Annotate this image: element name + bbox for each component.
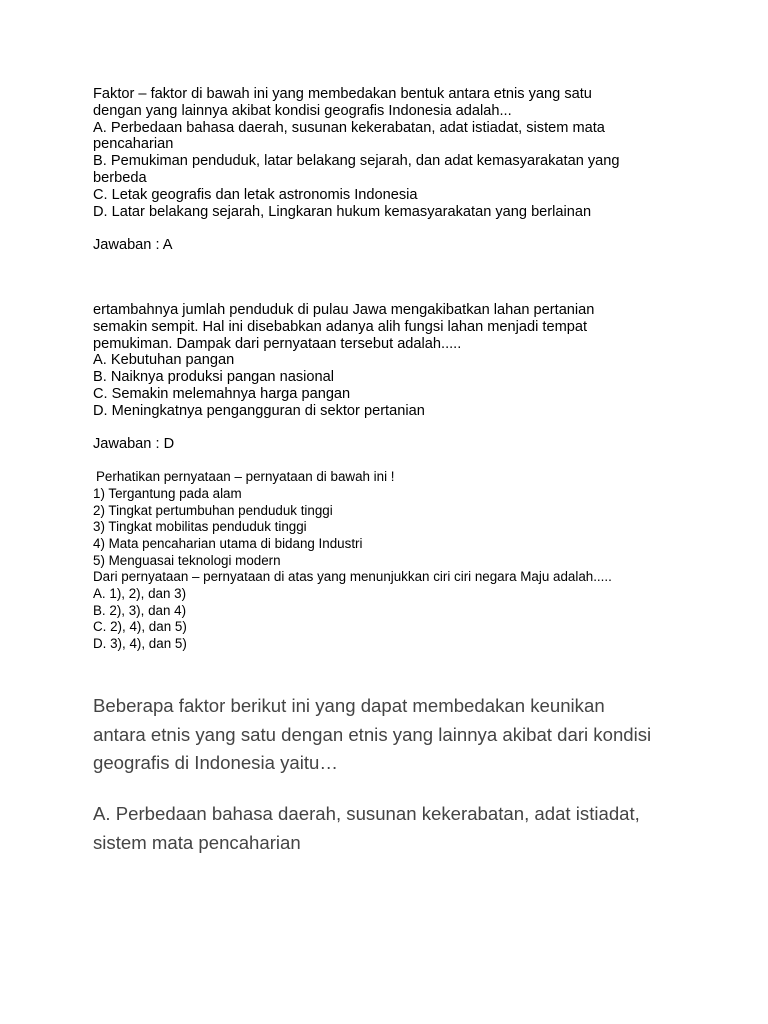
document-page [93, 86, 713, 858]
question-4-text-line-2: antara etnis yang satu dengan etnis yang lainnya akibat dari kondisi [93, 723, 652, 745]
question-2-text-line-1: ertambahnya jumlah penduduk di pulau Jawa mengakibatkan lahan pertanian [93, 301, 595, 318]
question-1-option-a-line-1: A. Perbedaan bahasa daerah, susunan kekerabatan, adat istiadat, sistem mata [93, 119, 605, 136]
question-2-option-a: A. Kebutuhan pangan [93, 352, 235, 369]
question-1-option-b-line-1: B. Pemukiman penduduk, latar belakang sejarah, dan adat kemasyarakatan yang [93, 153, 620, 170]
question-3-text: Dari pernyataan – pernyataan di atas yang menunjukkan ciri ciri negara Maju adalah..... [93, 569, 612, 585]
question-3-statement-4: 4) Mata pencaharian utama di bidang Industri [93, 535, 363, 551]
question-4-option-a-line-2: sistem mata pencaharian [93, 832, 301, 854]
question-4-text-line-1: Beberapa faktor berikut ini yang dapat membedakan keunikan [93, 694, 605, 716]
question-3-statement-1: 1) Tergantung pada alam [93, 485, 242, 501]
question-4 [93, 692, 713, 858]
question-3 [93, 469, 713, 653]
question-3-statement-2: 2) Tingkat pertumbuhan penduduk tinggi [93, 502, 333, 518]
question-3-statement-5: 5) Menguasai teknologi modern [93, 552, 281, 568]
question-3-option-a: A. 1), 2), dan 3) [93, 586, 187, 602]
question-1-text-line-1: Faktor – faktor di bawah ini yang membedakan bentuk antara etnis yang satu [93, 86, 592, 102]
question-2-text-line-3: pemukiman. Dampak dari pernyataan tersebut adalah..... [93, 335, 462, 352]
question-2-option-d: D. Meningkatnya pengangguran di sektor pertanian [93, 402, 425, 419]
question-2 [93, 302, 713, 453]
question-4-option-a-line-1: A. Perbedaan bahasa daerah, susunan kekerabatan, adat istiadat, [93, 803, 640, 825]
question-3-option-d: D. 3), 4), dan 5) [93, 636, 187, 652]
question-3-intro: Perhatikan pernyataan – pernyataan di bawah ini ! [96, 469, 395, 485]
question-2-answer: Jawaban : D [93, 436, 175, 453]
question-1-option-c: C. Letak geografis dan letak astronomis Indonesia [93, 186, 418, 203]
question-1 [93, 86, 713, 254]
question-2-text-line-2: semakin sempit. Hal ini disebabkan adanya alih fungsi lahan menjadi tempat [93, 318, 588, 335]
question-1-option-d: D. Latar belakang sejarah, Lingkaran hukum kemasyarakatan yang berlainan [93, 203, 592, 220]
question-1-answer: Jawaban : A [93, 237, 173, 254]
question-4-text-line-3: geografis di Indonesia yaitu… [93, 752, 338, 774]
question-3-option-c: C. 2), 4), dan 5) [93, 619, 187, 635]
question-1-option-b-line-2: berbeda [93, 169, 147, 186]
question-1-text-line-2: dengan yang lainnya akibat kondisi geografis Indonesia adalah... [93, 102, 512, 119]
question-3-statement-3: 3) Tingkat mobilitas penduduk tinggi [93, 519, 307, 535]
question-2-option-c: C. Semakin melemahnya harga pangan [93, 385, 351, 402]
question-1-option-a-line-2: pencaharian [93, 136, 174, 153]
question-2-option-b: B. Naiknya produksi pangan nasional [93, 369, 334, 386]
question-3-option-b: B. 2), 3), dan 4) [93, 602, 187, 618]
